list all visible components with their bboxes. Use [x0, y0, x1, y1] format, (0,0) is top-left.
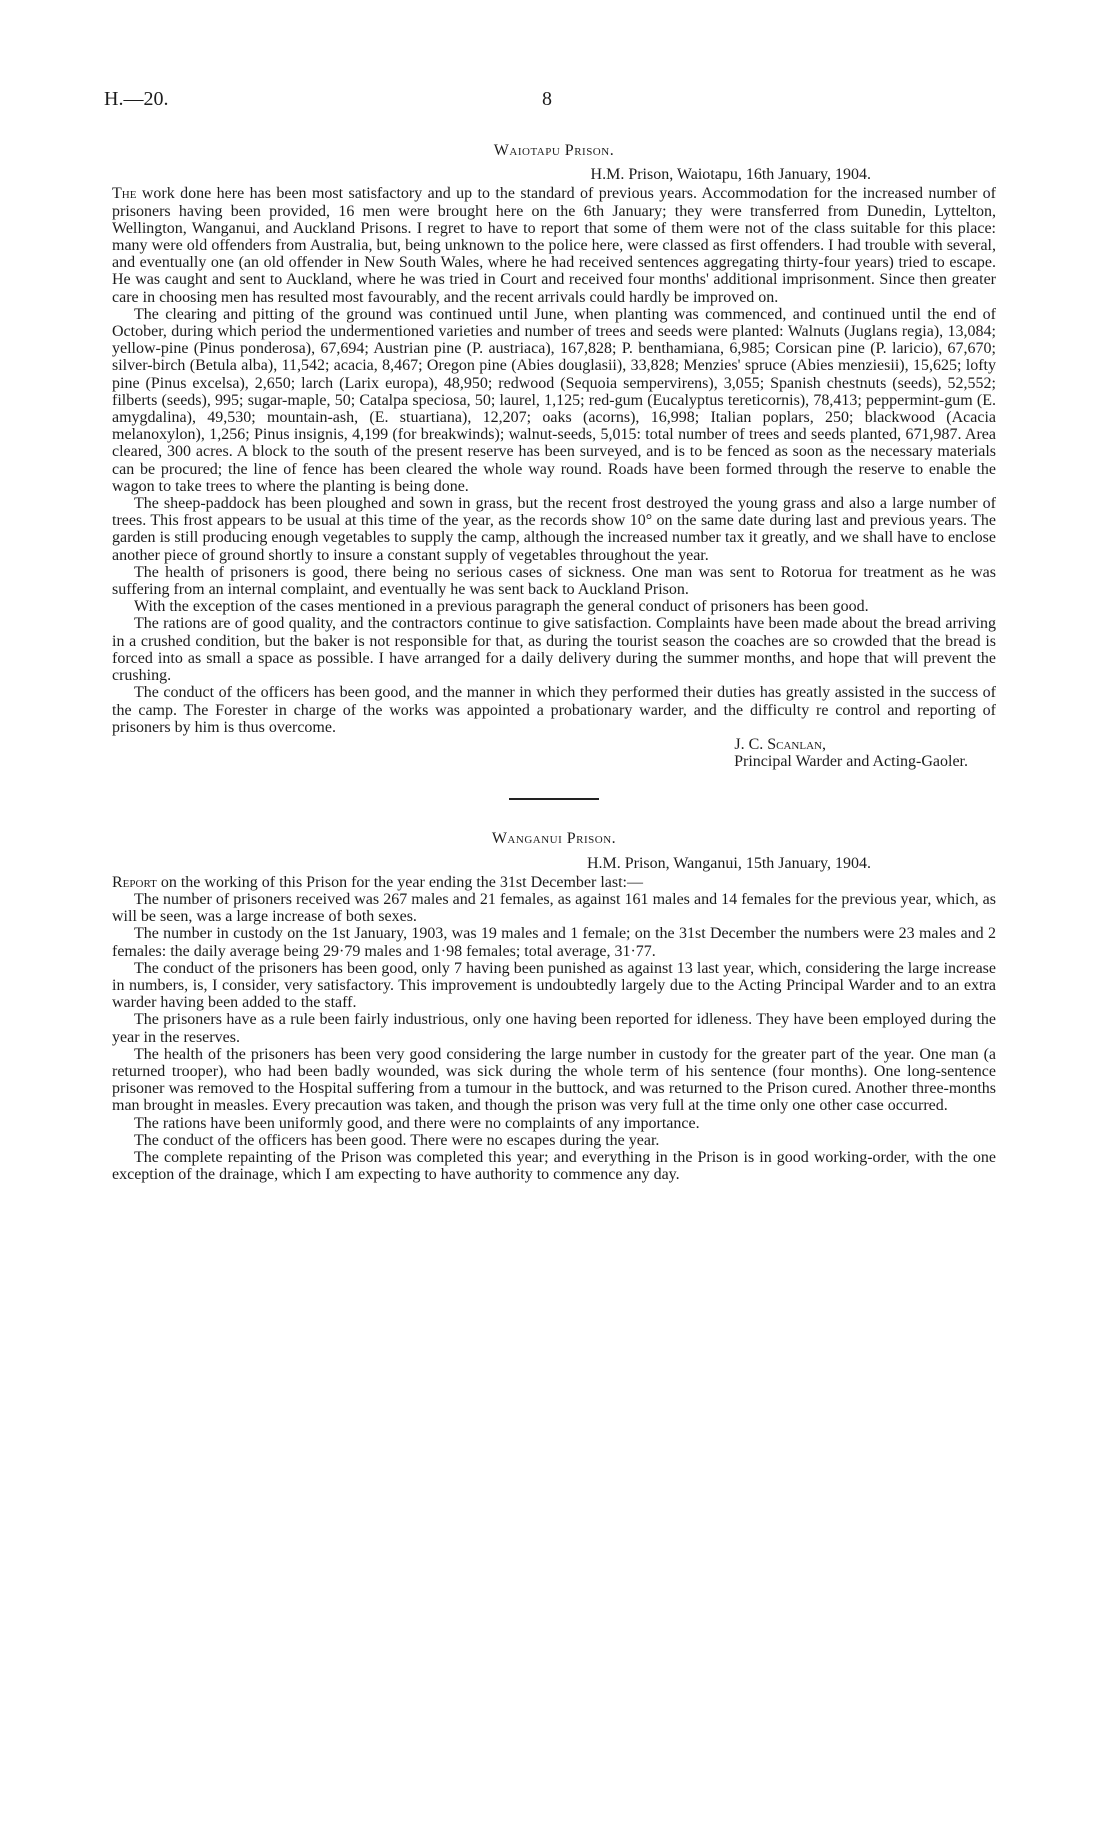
waiotapu-paragraph-3: The sheep-paddock has been ploughed and sown in grass, but the recent frost destroyed the young grass and also a large number of trees. This frost appears to be usual at this time of the year, as the records show 10° on the same date during last and previous years. The garden is still producing enough vegetables to supply the camp, although the increased number tax it greatly, and we shall have to enclose another piece of ground shortly to insure a constant supply of vegetables throughout the year.	[112, 495, 996, 564]
page-header	[104, 88, 1004, 118]
wanganui-dateline: H.M. Prison, Wanganui, 15th January, 1904.	[586, 854, 871, 872]
wanganui-paragraph-8: The conduct of the officers has been good. There were no escapes during the year.	[134, 1131, 660, 1149]
waiotapu-paragraph-2: The clearing and pitting of the ground was continued until June, when planting was commenced, and continued until the end of October, during which period the undermentioned varieties and number of trees and seeds were planted: Walnuts (Juglans regia), 13,084; yellow-pine (Pinus ponderosa), 67,694; Austrian pine (P. austriaca), 167,828; P. benthamiana, 6,985; Corsican pine (P. laricio), 67,670; silver-birch (Betula alba), 11,542; acacia, 8,467; Oregon pine (Abies douglasii), 33,828; Menzies' spruce (Abies menziesii), 15,625; lofty pine (Pinus excelsa), 2,650; larch (Larix europa), 48,950; redwood (Sequoia sempervirens), 3,055; Spanish chestnuts (seeds), 52,552; filberts (seeds), 995; sugar-maple, 50; Catalpa speciosa, 50; laurel, 1,125; red-gum (Eucalyptus tereticornis), 78,413; peppermint-gum (E. amygdalina), 49,530; mountain-ash, (E. stuartiana), 12,207; oaks (acorns), 16,998; Italian poplars, 250; blackwood (Acacia melanoxylon), 1,256; Pinus insignis, 4,199 (for breakwinds); walnut-seeds, 5,015: total number of trees and seeds planted, 671,987. Area cleared, 300 acres. A block to the south of the present reserve has been surveyed, and is to be fenced as soon as the necessary materials can be procured; the line of fence has been cleared the whole way round. Roads have been formed through the reserve to enable the wagon to take trees to where the planting is being done.	[112, 305, 996, 495]
page-number: 8	[542, 88, 552, 110]
wanganui-paragraph-2: The number of prisoners received was 267 males and 21 females, as against 161 males and 14 females for the previous year, which, as will be seen, was a large increase of both sexes.	[112, 890, 996, 926]
wanganui-paragraph-1	[112, 874, 996, 891]
section-divider	[509, 798, 599, 800]
waiotapu-paragraph-7: The conduct of the officers has been good, and the manner in which they performed their duties has greatly assisted in the success of the camp. The Forester in charge of the works was appointed a probationary warder, and the difficulty re control and reporting of prisoners by him is thus overcome.	[112, 684, 996, 736]
waiotapu-lead-word: The	[112, 185, 137, 203]
wanganui-title: Wanganui Prison.	[491, 830, 617, 848]
waiotapu-paragraph-1	[112, 185, 996, 305]
waiotapu-paragraph-5: With the exception of the cases mentioned in a previous paragraph the general conduct of prisoners has been good.	[134, 598, 869, 616]
wanganui-paragraph-9: The complete repainting of the Prison was completed this year; and everything in the Prison is in good working-order, with the one exception of the drainage, which I am expecting to have authority to commence any day.	[112, 1148, 996, 1184]
waiotapu-signature	[112, 736, 996, 770]
waiotapu-paragraph-1-text: work done here has been most satisfactory and up to the standard of previous years. Accommodation for the increased number of prisoners having been provided, 16 men were brought here on the 6th January; they were transferred from Dunedin, Lyttelton, Wellington, Wanganui, and Auckland Prisons. I regret to have to report that some of them were not of the class suitable for this place: many were old offenders from Australia, but, being unknown to the police here, were classed as first offenders. I had trouble with several, and eventually one (an old offender in New South Wales, where he had received sentences aggregating thirty-four years) tried to escape. He was caught and sent to Auckland, where he was tried in Court and received four months' additional imprisonment. Since then greater care in choosing men has resulted most favourably, and the recent arrivals could hardly be improved on.	[112, 185, 997, 306]
wanganui-paragraph-1-text: on the working of this Prison for the year ending the 31st December last:—	[160, 873, 643, 891]
wanganui-paragraph-4: The conduct of the prisoners has been good, only 7 having been punished as against 13 last year, which, considering the large increase in numbers, is, I consider, very satisfactory. This improvement is undoubtedly largely due to the Acting Principal Warder and to an extra warder having been added to the staff.	[112, 959, 996, 1012]
wanganui-paragraph-3: The number in custody on the 1st January, 1903, was 19 males and 1 female; on the 31st December the numbers were 23 males and 2 females: the daily average being 29·79 males and 1·98 females; total average, 31·77.	[112, 925, 996, 960]
report-reference: H.—20.	[104, 88, 169, 110]
waiotapu-title: Waiotapu Prison.	[493, 142, 615, 159]
wanganui-paragraph-7: The rations have been uniformly good, and there were no complaints of any importance.	[134, 1114, 700, 1132]
signatory-rank: Principal Warder and Acting-Gaoler.	[734, 753, 968, 771]
wanganui-paragraph-6: The health of the prisoners has been very good considering the large number in custody for the greater part of the year. One man (a returned trooper), who had been badly wounded, was sick during the whole term of his sentence (four months). One long-sentence prisoner was removed to the Hospital suffering from a tumour in the buttock, and was returned to the Prison cured. Another three-months man brought in measles. Every precaution was taken, and though the prison was very full at the time only one other case occurred.	[112, 1045, 996, 1115]
signatory-name: J. C. Scanlan,	[734, 735, 826, 753]
waiotapu-section	[112, 142, 996, 1183]
wanganui-lead-word: Report	[112, 873, 157, 891]
waiotapu-dateline: H.M. Prison, Waiotapu, 16th January, 1904.	[590, 166, 871, 184]
wanganui-paragraph-5: The prisoners have as a rule been fairly industrious, only one having been reported for idleness. They have been employed during the year in the reserves.	[112, 1011, 996, 1046]
waiotapu-paragraph-6: The rations are of good quality, and the contractors continue to give satisfaction. Complaints have been made about the bread arriving in a crushed condition, but the baker is not responsible for that, as during the tourist season the coaches are so crowded that the bread is forced into as small a space as possible. I have arranged for a daily delivery during the summer months, and hope that will prevent the crushing.	[112, 615, 996, 685]
waiotapu-paragraph-4: The health of prisoners is good, there being no serious cases of sickness. One man was sent to Rotorua for treatment as he was suffering from an internal complaint, and eventually he was sent back to Auckland Prison.	[112, 563, 996, 599]
